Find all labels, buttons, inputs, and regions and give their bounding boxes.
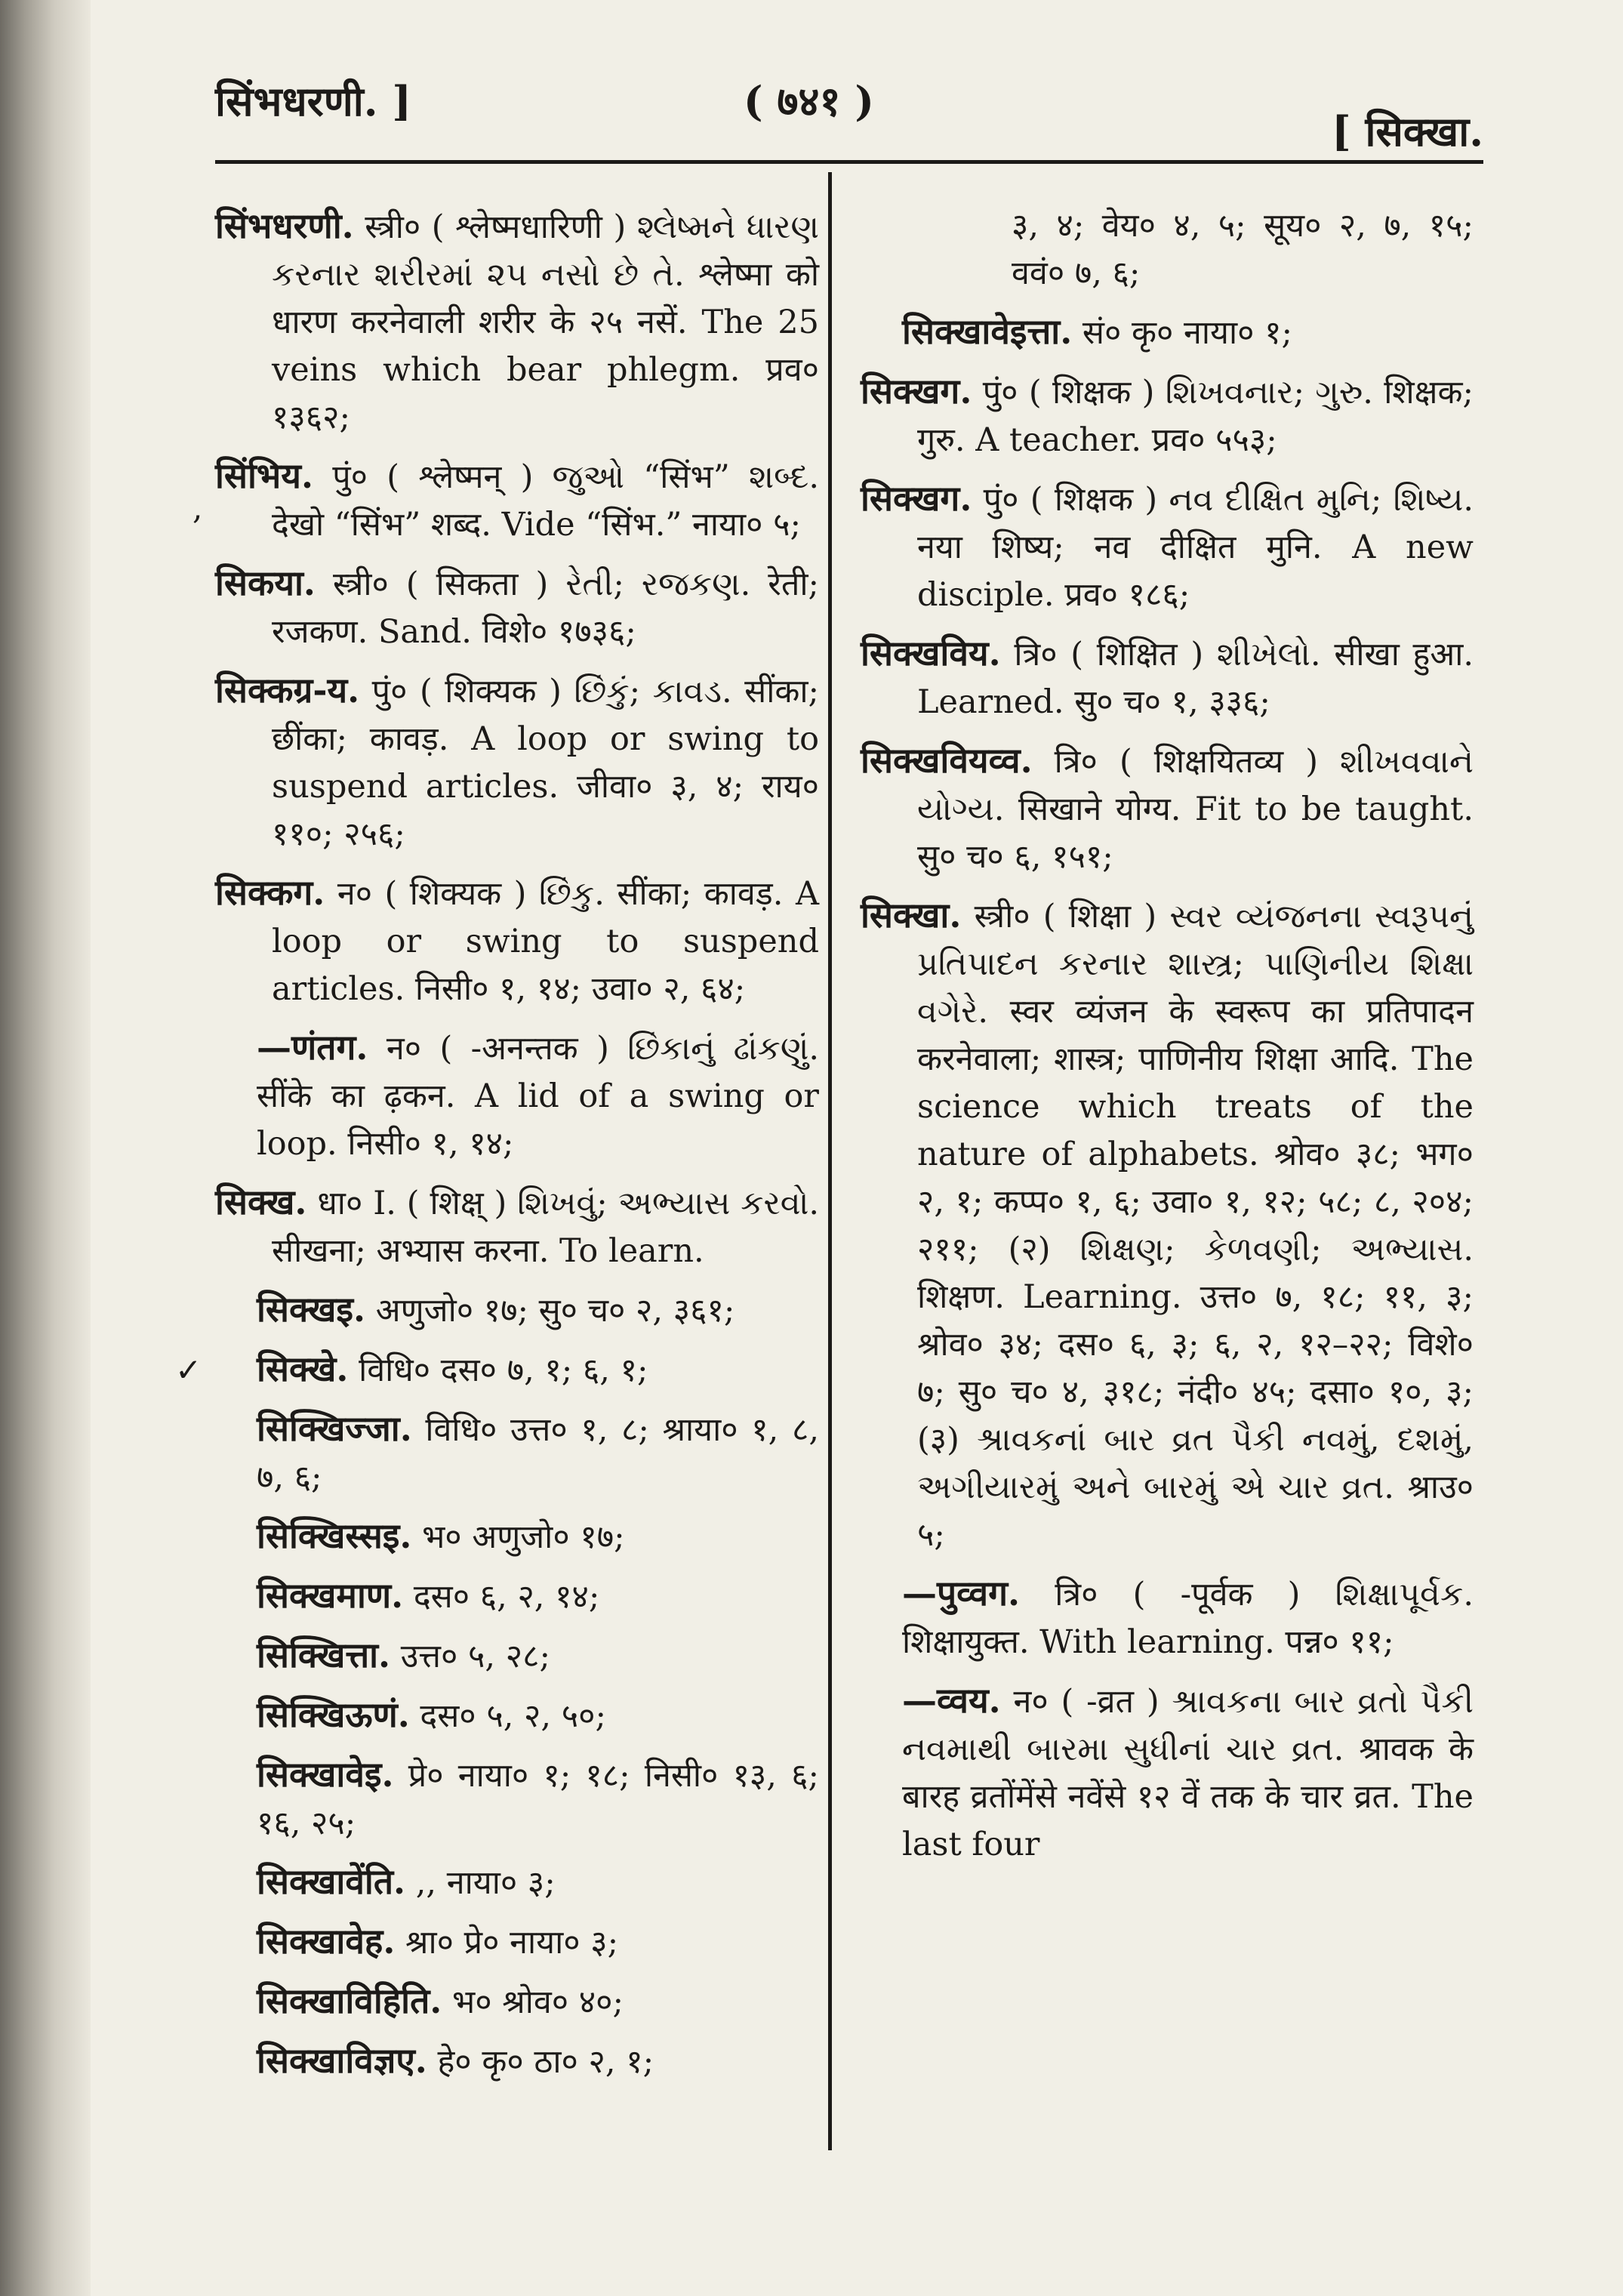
header-rule bbox=[215, 160, 1483, 164]
dictionary-entry bbox=[861, 630, 1474, 726]
definition: न० ( -व्रत ) શ્રાવકના બાર વ્રતો પૈકી નવમાથી બારમા સુધીનાં ચાર વ્રત. श्रावक के बारह व्रतोंमेंसे नवेंसे १२ वें तक के चार व्रत. The last four bbox=[902, 1683, 1474, 1863]
page-number: ( ७४१ ) bbox=[744, 77, 874, 125]
definition: भ० अणुजो० १७; bbox=[422, 1518, 625, 1556]
definition: स्त्री० ( श्लेष्मधारिणी ) શ્લેષ્મને ધારણ કરનાર શરીરમાં ૨૫ નસો છે તે. श्लेष्मा को धारण करनेवाली शरीर के २५ नसें. The 25 veins which bear phlegm. प्रव० १३६२; bbox=[272, 208, 819, 436]
dictionary-entry bbox=[215, 1572, 819, 1621]
definition: भ० श्रोव० ४०; bbox=[452, 1983, 624, 2021]
headword: सिक्खमाण. bbox=[257, 1575, 404, 1616]
left-subentries bbox=[215, 1024, 819, 2086]
headword: सिक्खावेंति. bbox=[257, 1861, 406, 1902]
dictionary-entry bbox=[861, 892, 1474, 1559]
headword: सिक्खा. bbox=[861, 895, 962, 935]
definition: धा० I. ( शिक्ष् ) શિખવું; અભ્યાસ કરવો. सीखना; अभ्यास करना. To learn. bbox=[272, 1185, 819, 1270]
headword: सिक्खग. bbox=[861, 478, 972, 519]
definition: श्रा० प्रे० नाया० ३; bbox=[405, 1924, 619, 1962]
dictionary-entry bbox=[215, 1286, 819, 1335]
definition: पुं० ( श्लेष्मन् ) જુઓ “सिंभ” શબ્દ. देखो “सिंभ” शब्द. Vide “सिंभ.” नाया० ५; bbox=[272, 458, 819, 544]
definition: विधि० दस० ७, १; ६, १; bbox=[359, 1351, 648, 1389]
dictionary-entry bbox=[861, 1570, 1474, 1666]
dictionary-entry bbox=[215, 1179, 819, 1275]
definition: सं० कृ० नाया० १; bbox=[1082, 314, 1293, 352]
dictionary-entry bbox=[215, 1405, 819, 1502]
dictionary-entry bbox=[861, 308, 1474, 357]
definition: अणुजो० १७; सु० च० २, ३६१; bbox=[375, 1292, 735, 1330]
definition: दस० ५, २, ५०; bbox=[420, 1697, 606, 1735]
dictionary-entry bbox=[215, 1632, 819, 1681]
definition: उत्त० ५, २८; bbox=[400, 1638, 550, 1675]
headword: सिक्खावेइ. bbox=[257, 1754, 394, 1795]
definition: पुं० ( शिक्यक ) છિંકું; કાવડ. सींका; छींका; कावड़. A loop or swing to suspend articles. जीवा० ३, ४; राय० ११०; २५६; bbox=[272, 673, 819, 853]
headword: —पुव्वग. bbox=[902, 1573, 1021, 1613]
definition: त्रि० ( शिक्षित ) શીખેલો. सीखा हुआ. Learned. सु० च० १, ३३६; bbox=[917, 636, 1474, 721]
margin-check-mark: ✓ bbox=[175, 1351, 202, 1388]
definition: पुं० ( शिक्षक ) શિખવનાર; ગુરુ. शिक्षक; गुरु. A teacher. प्रव० ५५३; bbox=[917, 374, 1474, 459]
definition: स्त्री० ( सिकता ) રેતી; રજકણ. रेती; रजकण. Sand. विशे० १७३६; bbox=[272, 566, 819, 651]
header-last-word: [ सिक्खा. bbox=[1332, 107, 1483, 156]
right-entries bbox=[861, 202, 1474, 1869]
dictionary-entry bbox=[215, 202, 819, 442]
headword: —णंतग. bbox=[257, 1027, 368, 1068]
dictionary-entry bbox=[215, 1345, 819, 1395]
definition: पुं० ( शिक्षक ) નવ દીક્ષિત મુનિ; શિષ્ય. नया शिष्य; नव दीक्षित मुनि. A new disciple. प्रव० १८६; bbox=[917, 481, 1474, 614]
page-header bbox=[215, 72, 1483, 155]
headword: सिक्खावेइत्ता. bbox=[902, 311, 1073, 352]
definition: विधि० उत्त० १, ८; श्राया० १, ८, ७, ६; bbox=[257, 1411, 819, 1496]
definition: हे० कृ० ठा० २, १; bbox=[437, 2043, 654, 2081]
dictionary-entry bbox=[861, 475, 1474, 619]
definition: प्रे० नाया० १; १८; निसी० १३, ६; १६, २५; bbox=[257, 1757, 820, 1842]
dictionary-entry bbox=[215, 667, 819, 858]
dictionary-entry bbox=[215, 2037, 819, 2086]
definition: ,, नाया० ३; bbox=[415, 1864, 556, 1902]
headword: सिक्खित्ता. bbox=[257, 1635, 391, 1675]
dictionary-entry bbox=[215, 559, 819, 656]
headword: सिक्खवियव्व. bbox=[861, 740, 1033, 781]
dictionary-entry bbox=[215, 869, 819, 1013]
dictionary-entry bbox=[861, 737, 1474, 881]
headword: सिक्खिस्सइ. bbox=[257, 1515, 412, 1556]
headword: सिक्खाविज्ञए. bbox=[257, 2040, 427, 2081]
headword: सिक्खग. bbox=[861, 371, 972, 411]
page-binding-shadow bbox=[0, 0, 91, 2296]
margin-tick-mark: , bbox=[192, 489, 203, 526]
headword: सिक्ख. bbox=[215, 1182, 307, 1222]
header-first-word: सिंभधरणी. ] bbox=[215, 77, 411, 125]
headword: —व्वय. bbox=[902, 1680, 1001, 1721]
dictionary-entry bbox=[215, 1024, 819, 1168]
headword: सिक्खिज्जा. bbox=[257, 1408, 412, 1449]
dictionary-entry bbox=[215, 1977, 819, 2026]
definition: दस० ६, २, १४; bbox=[413, 1578, 600, 1616]
headword: सिक्खावेह. bbox=[257, 1921, 396, 1962]
right-column bbox=[861, 202, 1474, 1879]
left-column bbox=[215, 202, 819, 2097]
headword: सिंभिय. bbox=[215, 455, 313, 496]
dictionary-entry bbox=[215, 1512, 819, 1561]
dictionary-entry bbox=[215, 1918, 819, 1967]
dictionary-entry bbox=[215, 1691, 819, 1740]
headword: सिक्कग्र-य. bbox=[215, 670, 360, 710]
definition: न० ( -अनन्तक ) છિંકાનું ઢાંકણું. सींके का ढ़कन. A lid of a swing or loop. निसी० १, १४; bbox=[257, 1030, 819, 1163]
dictionary-entry bbox=[215, 1751, 819, 1848]
headword: सिक्खे. bbox=[257, 1348, 349, 1389]
definition: त्रि० ( शिक्षयितव्य ) શીખવવાને યોગ્ય. सिखाने योग्य. Fit to be taught. सु० च० ६, १५१; bbox=[917, 743, 1474, 876]
headword: सिक्कग. bbox=[215, 872, 325, 913]
headword: सिंभधरणी. bbox=[215, 205, 354, 246]
headword: सिकया. bbox=[215, 562, 316, 603]
headword: सिक्खविय. bbox=[861, 633, 1001, 673]
definition: त्रि० ( -पूर्वक ) શિક્ષાપૂર્વક. शिक्षायुक्त. With learning. पन्न० ११; bbox=[902, 1576, 1474, 1661]
entry-continuation bbox=[861, 202, 1474, 297]
headword: सिक्खिऊणं. bbox=[257, 1694, 410, 1735]
dictionary-entry bbox=[215, 452, 819, 549]
dictionary-entry bbox=[215, 1858, 819, 1907]
dictionary-entry bbox=[861, 1677, 1474, 1869]
column-divider bbox=[828, 172, 832, 2150]
headword: सिक्खाविहिति. bbox=[257, 1980, 442, 2021]
definition: स्त्री० ( शिक्षा ) સ્વર વ્યંજનના સ્વરૂપનું પ્રતિપાદન કરનાર શાસ્ત્ર; પાણિનીય શિક્ષા વગેરે. स्वर व्यंजन के स्वरूप का प्रतिपादन करनेवाला; शास्त्र; पाणिनीय शिक्षा आदि. The science which treats of the nature of alphabets. श्रोव० ३८; भग० २, १; कप्प० १, ६; उवा० १, १२; ५८; ८, २०४; २११; (२) શિક્ષણ; કેળવણી; અભ્યાસ. शिक्षण. Learning. उत्त० ७, १८; ११, ३; श्रोव० ३४; दस० ६, ३; ६, २, १२–२२; विशे० ७; सु० च० ४, ३१८; नंदी० ४५; दसा० १०, ३; (३) શ્રાવકનાં બાર વ્રત પૈકી નવમું, દશમું, અગીયારમું અને બારમું એ ચાર વ્રત. श्राउ० ५; bbox=[917, 898, 1474, 1554]
headword: सिक्खइ. bbox=[257, 1289, 366, 1330]
dictionary-entry bbox=[861, 368, 1474, 464]
definition: न० ( शिक्यक ) છિંકુ. सींका; कावड़. A loop or swing to suspend articles. निसी० १, १४; उवा० २, ६४; bbox=[272, 875, 820, 1008]
definition: ३, ४; वेय० ४, ५; सूय० २, ७, १५; ववं० ७, ६; bbox=[1012, 207, 1474, 292]
